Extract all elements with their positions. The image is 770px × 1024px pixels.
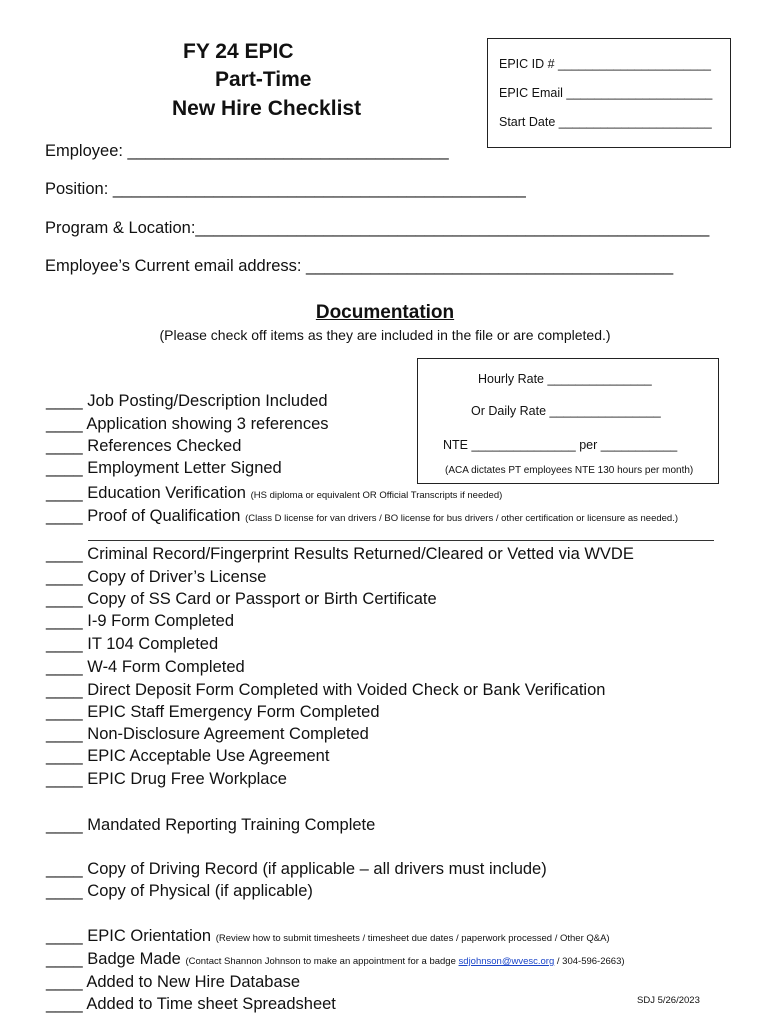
checklist-item-label: ____ Direct Deposit Form Completed with Voided Check or Bank Verification (46, 681, 606, 699)
hourly-rate-field[interactable]: Hourly Rate _______________ (478, 372, 652, 386)
documentation-heading: Documentation (315, 302, 455, 323)
epic-id-box (487, 38, 731, 148)
checklist-item-label: ____ Copy of Driving Record (if applicable – all drivers must include) (46, 860, 547, 878)
checklist-item-label: ____ I-9 Form Completed (46, 612, 235, 630)
epic-email-field[interactable]: EPIC Email _____________________ (499, 86, 713, 100)
position-field[interactable]: Position: _____________________________________________ (45, 180, 526, 198)
checklist-item[interactable] (46, 568, 266, 587)
checklist-item-label: ____ Copy of Driver’s License (46, 568, 267, 586)
checklist-item-note: (HS diploma or equivalent OR Official Transcripts if needed) (250, 490, 503, 501)
checklist-item[interactable] (46, 545, 634, 564)
checklist-item[interactable] (46, 703, 380, 722)
checklist-item[interactable] (46, 681, 605, 700)
program-location-field[interactable]: Program & Location:________________________________________________________ (45, 219, 710, 237)
checklist-item-label: ____ Application showing 3 references (46, 415, 329, 433)
checklist-item-label: ____ Added to Time sheet Spreadsheet (46, 995, 336, 1013)
checklist-item[interactable] (46, 590, 437, 609)
checklist-item-label: ____ Badge Made (46, 950, 181, 968)
checklist-item-note: (Review how to submit timesheets / timesheet due dates / paperwork processed / Other Q&A) (215, 933, 610, 944)
checklist-item[interactable] (46, 437, 241, 456)
checklist-item[interactable] (46, 973, 300, 992)
checklist-item-label: ____ Criminal Record/Fingerprint Results Returned/Cleared or Vetted via WVDE (46, 545, 634, 563)
checklist-item-label: ____ IT 104 Completed (46, 635, 219, 653)
title-line-3: New Hire Checklist (172, 97, 362, 120)
checklist-item[interactable] (46, 995, 336, 1014)
checklist-item-label: ____ Mandated Reporting Training Complete (46, 816, 376, 834)
checklist-item-label: ____ EPIC Acceptable Use Agreement (46, 747, 330, 765)
checklist-item[interactable] (46, 392, 328, 411)
badge-note-phone: / 304-596-2663) (556, 956, 625, 967)
title-line-1: FY 24 EPIC (183, 40, 294, 63)
checklist-item-label: ____ Copy of Physical (if applicable) (46, 882, 313, 900)
checklist-item[interactable] (46, 950, 625, 969)
checklist-item[interactable] (46, 507, 678, 526)
checklist-item-label: ____ Non-Disclosure Agreement Completed (46, 725, 369, 743)
checklist-item-label: ____ EPIC Drug Free Workplace (46, 770, 287, 788)
checklist-item-label: ____ Education Verification (46, 484, 246, 502)
start-date-field[interactable]: Start Date ______________________ (499, 115, 712, 129)
checklist-item-label: ____ EPIC Orientation (46, 927, 212, 945)
checklist-item[interactable] (46, 770, 287, 789)
checklist-item-label: ____ Copy of SS Card or Passport or Birth Certificate (46, 590, 437, 608)
checklist-item-label: ____ EPIC Staff Emergency Form Completed (46, 703, 380, 721)
epic-id-field[interactable]: EPIC ID # ______________________ (499, 57, 711, 71)
separator-line (88, 540, 714, 541)
checklist-item[interactable] (46, 816, 375, 835)
checklist-item[interactable] (46, 459, 282, 478)
checklist-item[interactable] (46, 635, 218, 654)
checklist-item[interactable] (46, 484, 502, 503)
checklist-item-note (185, 956, 624, 967)
nte-field[interactable]: NTE _______________ per ___________ (443, 438, 678, 452)
checklist-item[interactable] (46, 658, 245, 677)
badge-note-text: (Contact Shannon Johnson to make an appointment for a badge (185, 956, 456, 967)
checklist-item-label: ____ W-4 Form Completed (46, 658, 245, 676)
checklist-item-label: ____ Job Posting/Description Included (46, 392, 328, 410)
checklist-item[interactable] (46, 415, 329, 434)
checklist-item-note: (Class D license for van drivers / BO license for bus drivers / other certification or licensure as needed.) (245, 513, 679, 524)
rate-box (417, 358, 719, 484)
documentation-subtitle: (Please check off items as they are included in the file or are completed.) (159, 327, 611, 343)
checklist-item[interactable] (46, 612, 234, 631)
checklist-item-label: ____ Added to New Hire Database (46, 973, 301, 991)
footer-version: SDJ 5/26/2023 (637, 995, 700, 1006)
employee-email-field[interactable]: Employee’s Current email address: ________________________________________ (45, 257, 674, 275)
title-line-2: Part-Time (215, 68, 312, 91)
checklist-item-label: ____ Proof of Qualification (46, 507, 241, 525)
checklist-item[interactable] (46, 860, 547, 879)
daily-rate-field[interactable]: Or Daily Rate ________________ (471, 404, 661, 418)
email-link[interactable]: sdjohnson@wvesc.org (458, 956, 555, 967)
aca-note: (ACA dictates PT employees NTE 130 hours per month) (445, 465, 694, 476)
checklist-item-label: ____ Employment Letter Signed (46, 459, 282, 477)
checklist-item[interactable] (46, 747, 329, 766)
employee-field[interactable]: Employee: ___________________________________ (45, 142, 449, 160)
checklist-item[interactable] (46, 882, 313, 901)
checklist-item[interactable] (46, 725, 369, 744)
checklist-item-label: ____ References Checked (46, 437, 242, 455)
checklist-item[interactable] (46, 927, 610, 946)
